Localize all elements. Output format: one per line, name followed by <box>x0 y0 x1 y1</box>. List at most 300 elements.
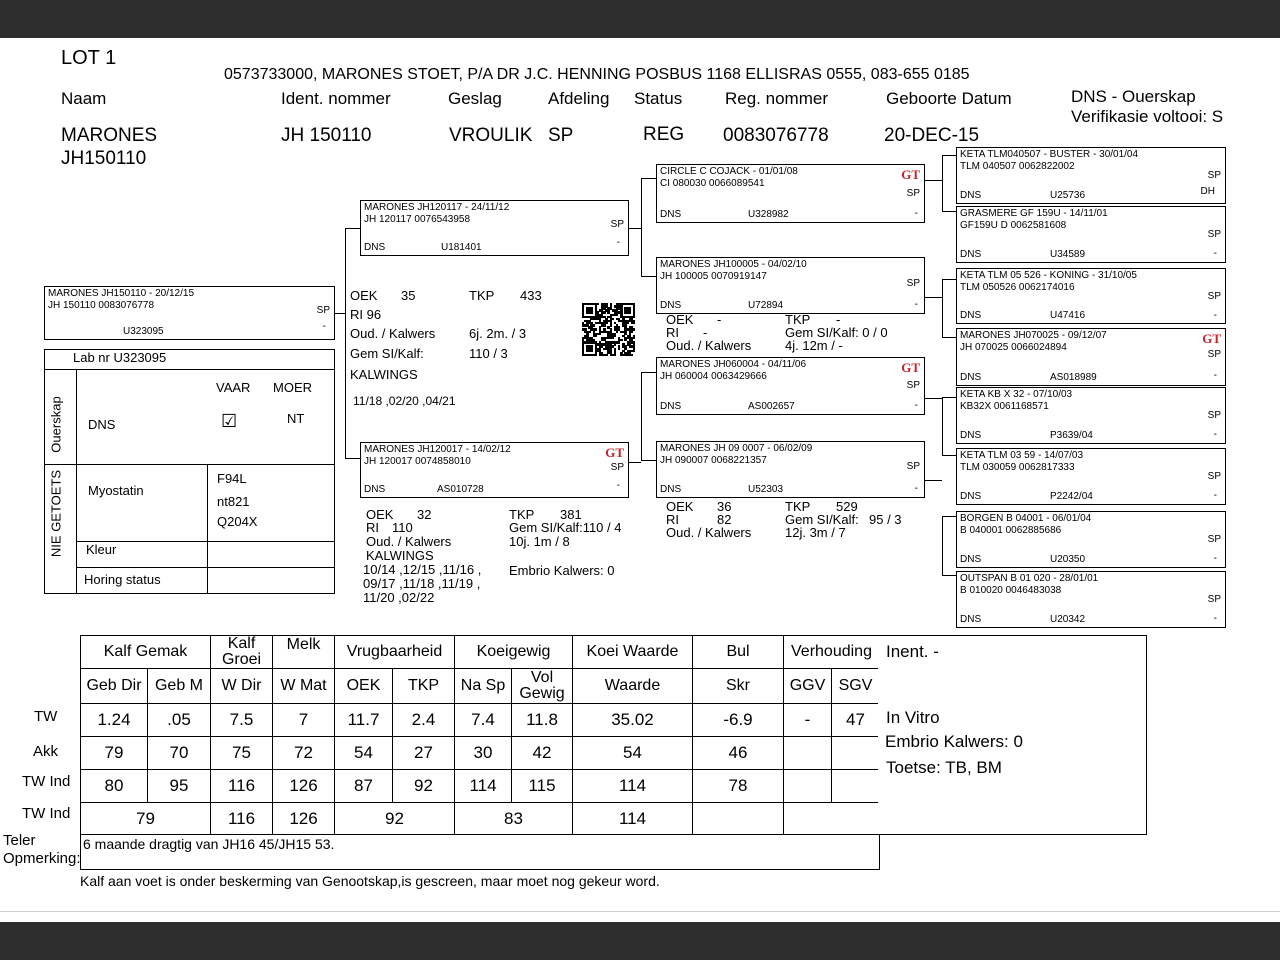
gp-line1: CIRCLE C COJACK - 01/01/08 <box>660 166 798 177</box>
great-grandparent-box <box>956 328 1226 386</box>
ggp-extra: - <box>1213 613 1217 624</box>
akk-cell: 30 <box>455 737 512 770</box>
header-afdeling: Afdeling <box>548 89 610 108</box>
society-logo-icon: GT <box>901 360 920 375</box>
twind-cell: 115 <box>512 770 573 803</box>
connector <box>345 458 361 459</box>
tw-cell: 47 <box>832 704 880 737</box>
dam-ri-label: RI <box>366 520 379 535</box>
lot-number: LOT 1 <box>61 47 117 69</box>
ggp-dns: DNS <box>960 310 982 321</box>
akk-cell: 54 <box>335 737 393 770</box>
connector <box>641 178 657 179</box>
ggp-line2: GF159U D 0062581608 <box>960 220 1067 231</box>
sire-line2: JH 120117 0076543958 <box>364 214 471 225</box>
akk-cell <box>784 737 832 770</box>
akk-cell: 72 <box>273 737 335 770</box>
twind-cell: 92 <box>393 770 455 803</box>
connector <box>925 398 942 399</box>
akk-cell: 54 <box>573 737 693 770</box>
akk-cell: 70 <box>148 737 211 770</box>
sire-oud: 6j. 2m. / 3 <box>469 326 527 341</box>
gp-dns: DNS <box>660 484 682 495</box>
ggp-sp: SP <box>1207 410 1221 421</box>
mgs-ri-label: RI <box>666 325 679 340</box>
ggp-sp: SP <box>1207 471 1221 482</box>
tw-cell: 7.4 <box>455 704 512 737</box>
ggp-sp: SP <box>1207 349 1221 360</box>
ggp-line2: KB32X 0061168571 <box>960 401 1049 412</box>
sire-kalwings: 11/18 ,02/20 ,04/21 <box>353 394 456 408</box>
great-grandparent-box <box>956 448 1226 505</box>
lab-dns: DNS <box>88 417 116 432</box>
group-header: Koei Waarde <box>573 636 693 669</box>
ggp-lab: U34589 <box>1050 249 1086 260</box>
opmerking-cell: 6 maande dragtig van JH16 45/JH15 53. <box>81 835 880 870</box>
twind-cell: 87 <box>335 770 393 803</box>
row-label: TW <box>34 708 58 725</box>
twind-cell: 114 <box>455 770 512 803</box>
header-dns: DNS - Ouerskap <box>1071 87 1196 106</box>
sub-header: Waarde <box>573 669 693 704</box>
sire-ri: RI 96 <box>350 307 382 322</box>
twind2-cell: 83 <box>455 803 573 835</box>
grandparent-box <box>656 257 925 314</box>
dam-dash: - <box>616 480 620 491</box>
mgs-tkp-label: TKP <box>785 312 811 327</box>
ggp-dns: DNS <box>960 430 982 441</box>
connector <box>942 211 956 212</box>
header-naam: Naam <box>61 89 107 108</box>
gp-lab: AS002657 <box>748 401 795 412</box>
gp-dash: - <box>914 208 918 219</box>
gp-line1: MARONES JH100005 - 04/02/10 <box>660 259 807 270</box>
sub-header: GGV <box>784 669 832 704</box>
sub-header: Geb M <box>148 669 211 704</box>
header-geslag: Geslag <box>448 89 502 108</box>
ggp-lab: P2242/04 <box>1050 491 1093 502</box>
row-label: TW Ind <box>22 773 71 790</box>
gp-sp: SP <box>906 278 920 289</box>
group-header: Kalf Gemak <box>81 636 211 669</box>
gp-dash: - <box>914 483 918 494</box>
ggp-dns: DNS <box>960 190 982 201</box>
gp-line2: JH 090007 0068221357 <box>660 455 767 466</box>
sub-header: TKP <box>393 669 455 704</box>
self-dash: - <box>322 321 326 332</box>
great-grandparent-box <box>956 511 1226 568</box>
side-toetse: Toetse: TB, BM <box>886 758 1002 777</box>
connector <box>629 228 641 229</box>
animal-name-id: JH150110 <box>61 148 147 169</box>
side-invitro: In Vitro <box>886 708 940 727</box>
connector <box>942 516 943 575</box>
group-header: Kalf Groei <box>211 636 273 669</box>
lab-nr: Lab nr U323095 <box>73 350 167 365</box>
connector <box>345 228 346 458</box>
animal-geslag: VROULIK <box>449 125 533 146</box>
lab-ouerskap: Ouerskap <box>48 396 64 453</box>
great-grandparent-box <box>956 206 1226 263</box>
connector <box>641 372 657 373</box>
sire-lab: U181401 <box>441 242 482 253</box>
grandparent-box <box>656 164 925 223</box>
twind2-cell: 79 <box>81 803 211 835</box>
gp-sp: SP <box>906 461 920 472</box>
row-label: Akk <box>33 743 59 760</box>
connector <box>942 155 943 211</box>
sire-oud-label: Oud. / Kalwers <box>350 326 436 341</box>
gp-sp: SP <box>906 380 920 391</box>
connector <box>925 480 942 481</box>
ggp-extra: - <box>1213 553 1217 564</box>
sire-gem: 110 / 3 <box>469 346 508 361</box>
twind2-cell: 126 <box>273 803 335 835</box>
gp-line1: MARONES JH 09 0007 - 06/02/09 <box>660 443 813 454</box>
top-bar <box>0 0 1280 38</box>
ggp-line1: KETA KB X 32 - 07/10/03 <box>960 389 1073 400</box>
ggp-dns: DNS <box>960 614 982 625</box>
ggp-lab: P3639/04 <box>1050 430 1093 441</box>
ggp-dns: DNS <box>960 249 982 260</box>
ggp-line2: B 040001 0062885686 <box>960 525 1062 536</box>
tw-cell: 7.5 <box>211 704 273 737</box>
ggp-line1: BORGEN B 04001 - 06/01/04 <box>960 513 1092 524</box>
sire-dash: - <box>616 237 620 248</box>
ggp-sp: SP <box>1207 291 1221 302</box>
tw-cell: -6.9 <box>693 704 784 737</box>
gp-line2: JH 060004 0063429666 <box>660 371 767 382</box>
mgs-oek-label: OEK <box>666 312 694 327</box>
side-panel <box>878 635 1147 835</box>
gp-dns: DNS <box>660 300 682 311</box>
lab-line <box>44 464 335 465</box>
animal-ident: JH 150110 <box>281 125 372 146</box>
grandparent-box <box>656 441 925 498</box>
gp-lab: U328982 <box>748 209 789 220</box>
akk-cell: 75 <box>211 737 273 770</box>
gp-sp: SP <box>906 188 920 199</box>
mgs-tkp: - <box>836 312 841 327</box>
dam-sp: SP <box>610 462 624 473</box>
sub-header: Geb Dir <box>81 669 148 704</box>
group-header: Vrugbaarheid <box>335 636 455 669</box>
sire-tkp-label: TKP <box>469 288 495 303</box>
ggp-line2: TLM 050526 0062174016 <box>960 282 1075 293</box>
mgd-gem-label: Gem SI/Kalf: <box>785 512 859 527</box>
dam-kalwings-1: 10/14 ,12/15 ,11/16 , <box>363 562 482 577</box>
twind-cell <box>784 770 832 803</box>
ggp-lab: AS018989 <box>1050 372 1097 383</box>
connector <box>641 372 642 460</box>
gp-dash: - <box>914 299 918 310</box>
self-lab: U323095 <box>123 326 164 337</box>
twind2-cell: 116 <box>211 803 273 835</box>
ggp-lab: U25736 <box>1050 190 1086 201</box>
sire-pedigree-box <box>360 200 629 256</box>
connector <box>942 397 943 455</box>
dam-lab: AS010728 <box>437 484 484 495</box>
sire-kalwings-label: KALWINGS <box>350 367 418 382</box>
connector <box>942 279 956 280</box>
header-reg: Reg. nommer <box>725 89 828 108</box>
ggp-lab: U20350 <box>1050 554 1086 565</box>
group-header: Melk <box>273 636 335 669</box>
lab-line <box>207 464 208 594</box>
twind-cell: 114 <box>573 770 693 803</box>
gp-line1: MARONES JH060004 - 04/11/06 <box>660 359 807 370</box>
group-header: Koeigewig <box>455 636 573 669</box>
dam-tkp: 381 <box>560 507 582 522</box>
society-logo-icon: GT <box>1202 331 1221 346</box>
gp-lab: U52303 <box>748 484 784 495</box>
akk-cell <box>832 737 880 770</box>
connector <box>641 178 642 276</box>
lab-vaar: VAAR <box>216 380 251 395</box>
connector <box>629 462 641 463</box>
great-grandparent-box <box>956 268 1226 324</box>
ggp-line1: KETA TLM040507 - BUSTER - 30/01/04 <box>960 149 1139 160</box>
great-grandparent-box <box>956 571 1226 628</box>
checkbox-icon: ☑ <box>221 411 238 431</box>
great-grandparent-box <box>956 147 1226 204</box>
connector <box>335 313 345 314</box>
grandparent-box <box>656 357 925 415</box>
sub-header: W Mat <box>273 669 335 704</box>
tw-cell: 11.7 <box>335 704 393 737</box>
mgd-oud-label: Oud. / Kalwers <box>666 525 752 540</box>
dam-oud: 10j. 1m / 8 <box>509 534 570 549</box>
great-grandparent-box <box>956 387 1226 444</box>
dam-tkp-label: TKP <box>509 507 535 522</box>
self-sp: SP <box>316 305 330 316</box>
connector <box>942 516 956 517</box>
connector <box>641 276 657 277</box>
row-label: TW Ind <box>22 805 71 822</box>
twind-cell <box>832 770 880 803</box>
dam-oek: 32 <box>417 507 432 522</box>
ggp-dns: DNS <box>960 554 982 565</box>
ggp-line2: TLM 030059 0062817333 <box>960 462 1075 473</box>
sub-header: Skr <box>693 669 784 704</box>
ggp-lab: U47416 <box>1050 310 1086 321</box>
tw-cell: 7 <box>273 704 335 737</box>
mgd-gem: 95 / 3 <box>869 512 902 527</box>
gp-dash: - <box>914 400 918 411</box>
lab-myostatin: Myostatin <box>88 483 144 498</box>
ggp-extra: - <box>1213 370 1217 381</box>
sire-oek: 35 <box>401 288 416 303</box>
self-line2: JH 150110 0083076778 <box>48 300 155 311</box>
twind-cell: 80 <box>81 770 148 803</box>
society-logo-icon: GT <box>901 167 920 182</box>
twind-cell: 78 <box>693 770 784 803</box>
mgs-gem: Gem SI/Kalf: 0 / 0 <box>785 325 888 340</box>
lab-line <box>76 567 335 568</box>
mgd-oek: 36 <box>717 499 732 514</box>
sub-header: SGV <box>832 669 880 704</box>
akk-cell: 46 <box>693 737 784 770</box>
bottom-bar <box>0 922 1280 960</box>
owner-line: 0573733000, MARONES STOET, P/A DR J.C. HENNING POSBUS 1168 ELLISRAS 0555, 083-655 0185 <box>224 66 970 83</box>
ggp-dns: DNS <box>960 372 982 383</box>
connector <box>925 297 942 298</box>
group-header: Verhouding <box>784 636 880 669</box>
twind2-cell: 92 <box>335 803 455 835</box>
sire-line1: MARONES JH120117 - 24/11/12 <box>364 202 510 213</box>
twind2-cell <box>784 803 880 835</box>
mgd-tkp-label: TKP <box>785 499 811 514</box>
society-logo-icon: GT <box>605 445 624 460</box>
ggp-extra: - <box>1213 490 1217 501</box>
ggp-line2: TLM 040507 0062822002 <box>960 161 1075 172</box>
gp-dns: DNS <box>660 401 682 412</box>
side-embrio: Embrio Kalwers: 0 <box>885 732 1023 751</box>
ggp-line1: MARONES JH070025 - 09/12/07 <box>960 330 1107 341</box>
sub-header: Vol Gewig <box>512 669 573 704</box>
tw-cell: 2.4 <box>393 704 455 737</box>
opmerking-label: Opmerking: <box>3 850 81 867</box>
header-ident: Ident. nommer <box>281 89 391 108</box>
animal-name: MARONES <box>61 125 158 146</box>
tw-cell: - <box>784 704 832 737</box>
animal-reg: 0083076778 <box>723 125 829 146</box>
header-verifikasie: Verifikasie voltooi: S <box>1071 107 1224 126</box>
ggp-line1: GRASMERE GF 159U - 14/11/01 <box>960 208 1108 219</box>
mgs-ri: - <box>703 325 708 340</box>
lab-line <box>76 369 77 594</box>
twind2-cell: 114 <box>573 803 693 835</box>
qr-code-icon <box>582 303 635 356</box>
mgd-tkp: 529 <box>836 499 858 514</box>
ggp-line2: B 010020 0046483038 <box>960 585 1062 596</box>
akk-cell: 42 <box>512 737 573 770</box>
self-line1: MARONES JH150110 - 20/12/15 <box>48 288 195 299</box>
ggp-sp: SP <box>1207 170 1221 181</box>
group-header: Bul <box>693 636 784 669</box>
gp-dns: DNS <box>660 209 682 220</box>
side-inent: Inent. - <box>886 642 939 661</box>
sire-gem-label: Gem SI/Kalf: <box>350 346 424 361</box>
gp-line2: JH 100005 0070919147 <box>660 271 767 282</box>
dam-pedigree-box <box>360 442 629 498</box>
ggp-sp: SP <box>1207 594 1221 605</box>
dam-oud-label: Oud. / Kalwers <box>366 534 452 549</box>
mgd-oud: 12j. 3m / 7 <box>785 525 846 540</box>
animal-afdeling: SP <box>548 125 574 146</box>
akk-cell: 27 <box>393 737 455 770</box>
connector <box>925 180 942 181</box>
dam-dns: DNS <box>364 484 386 495</box>
akk-cell: 79 <box>81 737 148 770</box>
dam-kalwings-label: KALWINGS <box>366 548 434 563</box>
lab-nie-getoets: NIE GETOETS <box>48 469 64 558</box>
dam-kalwings-2: 09/17 ,11/18 ,11/19 , <box>363 576 481 591</box>
ggp-dns: DNS <box>960 491 982 502</box>
connector <box>942 337 956 338</box>
gp-lab: U72894 <box>748 300 784 311</box>
lab-line <box>44 369 335 370</box>
ggp-extra: - <box>1213 310 1217 321</box>
ggp-line2: JH 070025 0066024894 <box>960 342 1067 353</box>
lab-m1: F94L <box>217 471 247 486</box>
connector <box>942 575 956 576</box>
mgd-ri: 82 <box>717 512 732 527</box>
divider <box>0 911 1280 912</box>
connector <box>942 455 956 456</box>
header-status: Status <box>634 89 683 108</box>
ggp-line1: KETA TLM 05 526 - KONING - 31/10/05 <box>960 270 1137 281</box>
ggp-line1: OUTSPAN B 01 020 - 28/01/01 <box>960 573 1099 584</box>
sire-dns: DNS <box>364 242 386 253</box>
lab-kleur: Kleur <box>86 542 117 557</box>
connector <box>942 279 943 337</box>
performance-table <box>80 635 880 870</box>
tw-cell: 1.24 <box>81 704 148 737</box>
dam-ri: 110 <box>392 520 413 535</box>
connector <box>942 155 956 156</box>
twind2-cell <box>693 803 784 835</box>
connector <box>942 397 956 398</box>
tw-cell: .05 <box>148 704 211 737</box>
footnote: Kalf aan voet is onder beskerming van Genootskap,is gescreen, maar moet nog gekeur word. <box>80 873 660 889</box>
mgs-oud-label: Oud. / Kalwers <box>666 338 752 353</box>
connector <box>345 228 361 229</box>
sire-oek-label: OEK <box>350 288 378 303</box>
header-geboorte: Geboorte Datum <box>886 89 1012 108</box>
animal-geboorte: 20-DEC-15 <box>884 125 980 146</box>
ggp-sp: SP <box>1207 229 1221 240</box>
dam-gem: Gem SI/Kalf:110 / 4 <box>509 520 622 535</box>
twind-cell: 95 <box>148 770 211 803</box>
mgd-ri-label: RI <box>666 512 679 527</box>
teler-label: Teler <box>3 832 36 849</box>
dam-embrio: Embrio Kalwers: 0 <box>509 563 615 578</box>
lab-m3: Q204X <box>217 514 258 529</box>
lab-nt: NT <box>287 411 305 426</box>
sub-header: OEK <box>335 669 393 704</box>
lab-m2: nt821 <box>217 494 250 509</box>
ggp-sp: SP <box>1207 534 1221 545</box>
ggp-lab: U20342 <box>1050 614 1086 625</box>
mgd-oek-label: OEK <box>666 499 694 514</box>
mgs-oud: 4j. 12m / - <box>785 338 843 353</box>
sire-sp: SP <box>610 219 624 230</box>
ggp-line1: KETA TLM 03 59 - 14/07/03 <box>960 450 1084 461</box>
connector <box>641 460 657 461</box>
dam-kalwings-3: 11/20 ,02/22 <box>363 590 435 605</box>
animal-status: REG <box>643 124 685 145</box>
lab-horing: Horing status <box>84 572 161 587</box>
ggp-extra: - <box>1213 429 1217 440</box>
ggp-extra: - <box>1213 248 1217 259</box>
dam-oek-label: OEK <box>366 507 394 522</box>
ggp-extra: DH <box>1200 186 1215 197</box>
lab-moer: MOER <box>273 380 312 395</box>
tw-cell: 11.8 <box>512 704 573 737</box>
sub-header: Na Sp <box>455 669 512 704</box>
twind-cell: 126 <box>273 770 335 803</box>
twind-cell: 116 <box>211 770 273 803</box>
self-pedigree-box <box>44 286 335 340</box>
sire-tkp: 433 <box>520 288 542 303</box>
dam-line2: JH 120017 0074858010 <box>364 456 471 467</box>
sub-header: W Dir <box>211 669 273 704</box>
gp-line2: CI 080030 0066089541 <box>660 178 765 189</box>
mgs-oek: - <box>717 312 722 327</box>
dam-line1: MARONES JH120017 - 14/02/12 <box>364 444 511 455</box>
tw-cell: 35.02 <box>573 704 693 737</box>
